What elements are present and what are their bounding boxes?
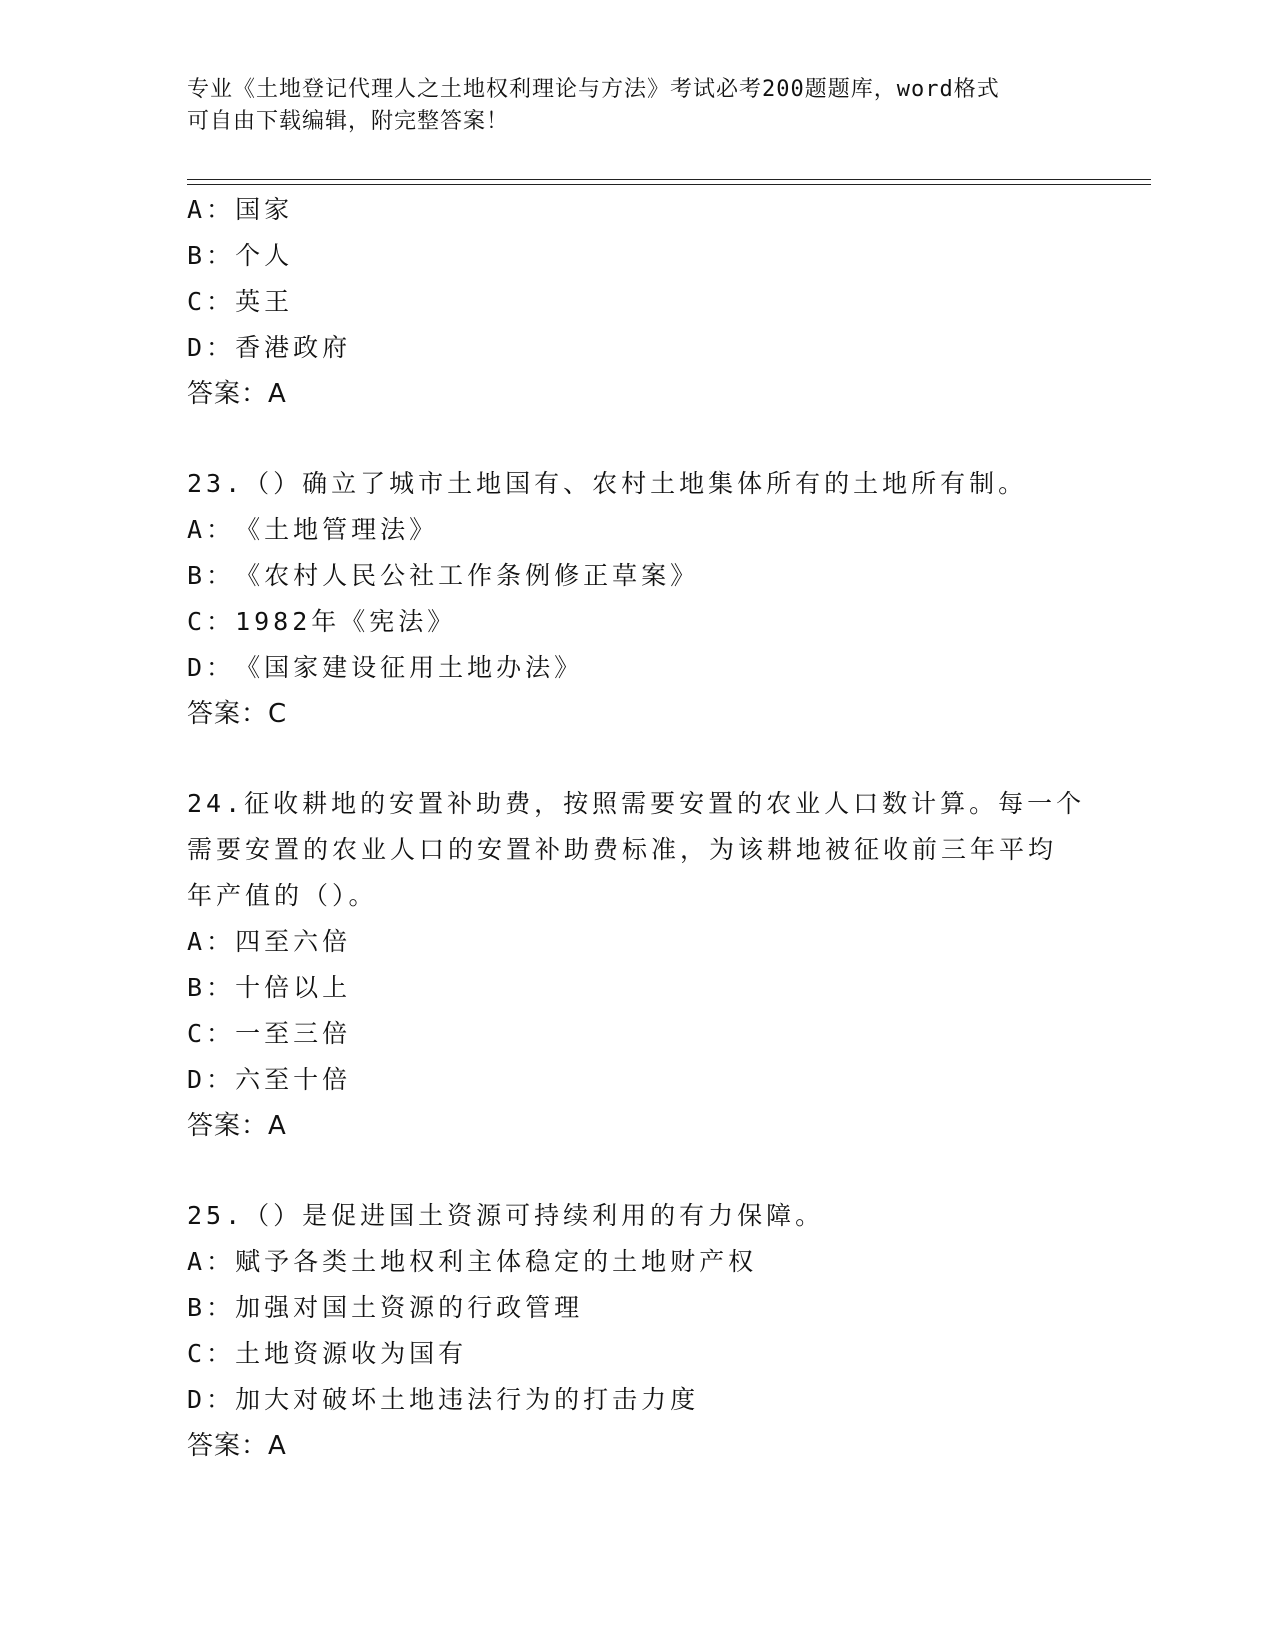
answer-text: 答案：C (187, 699, 288, 729)
option-d: D：加大对破坏土地违法行为的打击力度 (187, 1385, 700, 1414)
answer-text: 答案：A (187, 1431, 287, 1461)
option-a: A：四至六倍 (187, 927, 352, 956)
option-d: D：《国家建设征用土地办法》 (187, 653, 584, 682)
option-a: A：国家 (187, 195, 294, 224)
question-stem: 23.（）确立了城市土地国有、农村土地集体所有的土地所有制。 (187, 469, 1028, 498)
option-b: B：《农村人民公社工作条例修正草案》 (187, 561, 700, 590)
option-a: A：赋予各类土地权利主体稳定的土地财产权 (187, 1247, 758, 1276)
option-c: C：英王 (187, 287, 294, 316)
answer-text: 答案：A (187, 1111, 287, 1141)
question-list (187, 187, 1087, 1469)
option-c: C：1982年《宪法》 (187, 607, 457, 636)
answer-text: 答案：A (187, 379, 287, 409)
option-c: C：一至三倍 (187, 1019, 352, 1048)
question-stem: 24.征收耕地的安置补助费，按照需要安置的农业人口数计算。每一个 需要安置的农业人口的安置补助费标准，为该耕地被征收前三年平均 年产值的（）。 (187, 789, 1086, 910)
question-22-continued (187, 187, 1087, 417)
header-line-2: 可自由下载编辑，附完整答案！ (187, 109, 510, 134)
option-b: B：个人 (187, 241, 294, 270)
option-b: B：十倍以上 (187, 973, 352, 1002)
question-stem: 25.（）是促进国土资源可持续利用的有力保障。 (187, 1201, 825, 1230)
question-24 (187, 781, 1087, 1149)
option-b: B：加强对国土资源的行政管理 (187, 1293, 584, 1322)
document-header (187, 74, 1077, 138)
option-d: D：香港政府 (187, 333, 352, 362)
option-c: C：土地资源收为国有 (187, 1339, 468, 1368)
question-23 (187, 461, 1087, 737)
option-a: A：《土地管理法》 (187, 515, 439, 544)
header-line-1: 专业《土地登记代理人之土地权利理论与方法》考试必考200题题库，word格式 (187, 77, 1000, 102)
question-25 (187, 1193, 1087, 1469)
option-d: D：六至十倍 (187, 1065, 352, 1094)
header-divider-bottom (187, 184, 1151, 185)
header-divider-top (187, 179, 1151, 180)
